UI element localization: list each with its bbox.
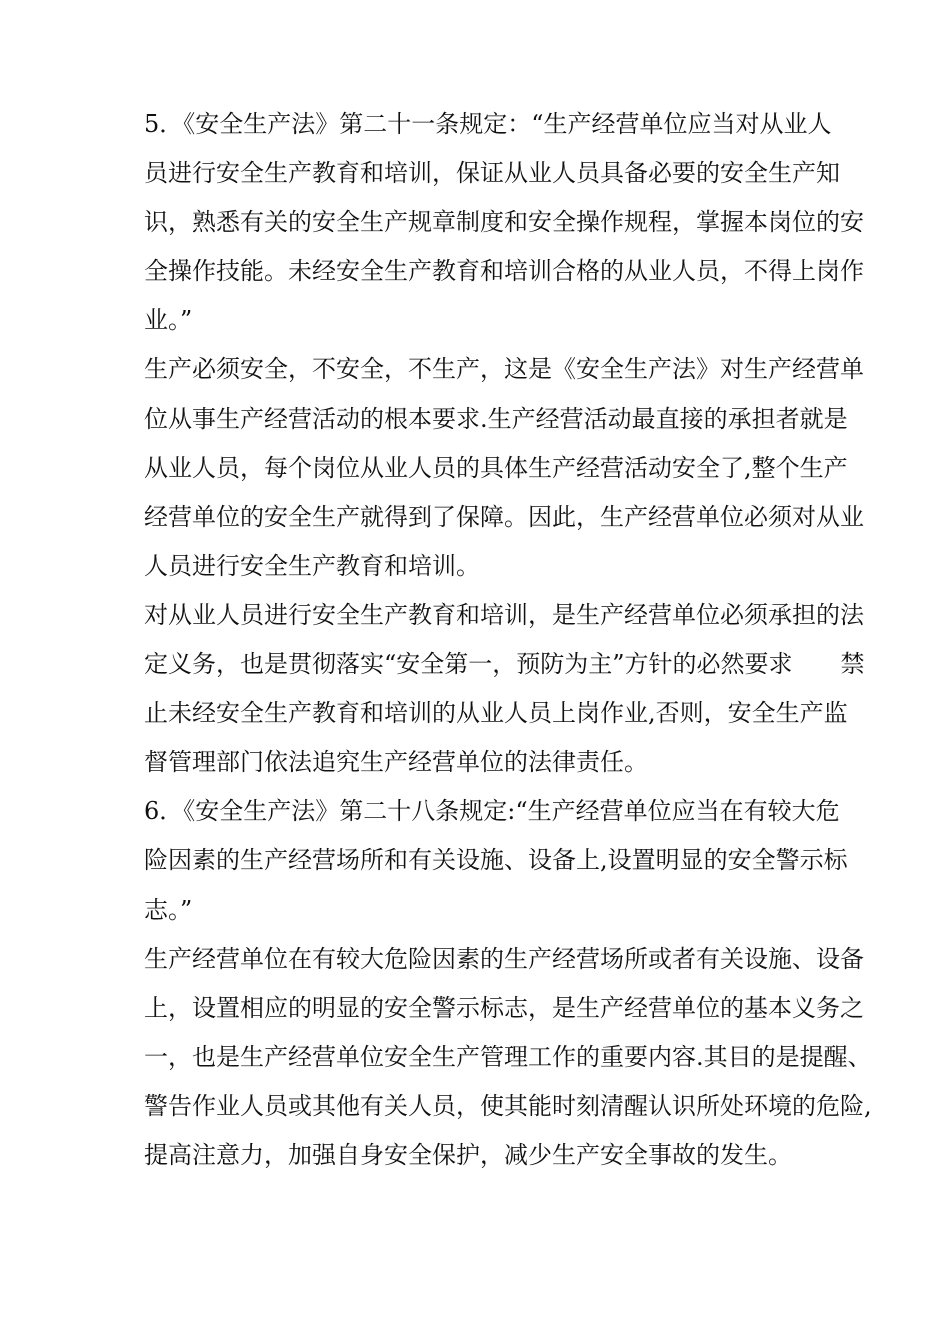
text-line: 经营单位的安全生产就得到了保障。因此，生产经营单位必须对从业 <box>144 502 864 531</box>
text-line: 生产必须安全，不安全，不生产，这是《安全生产法》对生产经营单 <box>144 355 864 384</box>
text-line: 全操作技能。未经安全生产教育和培训合格的从业人员，不得上岗作 <box>144 257 864 286</box>
text-line: 警告作业人员或其他有关人员，使其能时刻清醒认识所处环境的危险, <box>144 1091 872 1120</box>
text-line: 志。” <box>144 895 193 924</box>
text-line: 提高注意力，加强自身安全保护，减少生产安全事故的发生。 <box>144 1140 792 1169</box>
text-line: 员进行安全生产教育和培训，保证从业人员具备必要的安全生产知 <box>144 159 840 188</box>
text-line: 上，设置相应的明显的安全警示标志，是生产经营单位的基本义务之 <box>144 993 864 1022</box>
text-line: 5．《安全生产法》第二十一条规定：“生产经营单位应当对从业人 <box>144 110 832 138</box>
document-body <box>144 100 872 1180</box>
text-line: 定义务，也是贯彻落实“安全第一，预防为主”方针的必然要求 禁 <box>144 650 865 679</box>
text-line: 人员进行安全生产教育和培训。 <box>144 551 480 580</box>
text-line: 从业人员，每个岗位从业人员的具体生产经营活动安全了,整个生产 <box>144 453 848 482</box>
text-line: 止未经安全生产教育和培训的从业人员上岗作业,否则，安全生产监 <box>144 699 848 728</box>
text-line: 生产经营单位在有较大危险因素的生产经营场所或者有关设施、设备 <box>144 944 864 973</box>
text-line: 位从事生产经营活动的根本要求.生产经营活动最直接的承担者就是 <box>144 404 848 433</box>
text-line: 识，熟悉有关的安全生产规章制度和安全操作规程，掌握本岗位的安 <box>144 208 864 237</box>
text-line: 一，也是生产经营单位安全生产管理工作的重要内容.其目的是提醒、 <box>144 1042 872 1071</box>
text-line: 督管理部门依法追究生产经营单位的法律责任。 <box>144 748 648 777</box>
text-line: 业。” <box>144 306 193 335</box>
text-line: 险因素的生产经营场所和有关设施、设备上,设置明显的安全警示标 <box>144 846 848 875</box>
text-line: 6．《安全生产法》第二十八条规定:“生产经营单位应当在有较大危 <box>144 797 840 826</box>
text-line: 对从业人员进行安全生产教育和培训，是生产经营单位必须承担的法 <box>144 600 864 629</box>
